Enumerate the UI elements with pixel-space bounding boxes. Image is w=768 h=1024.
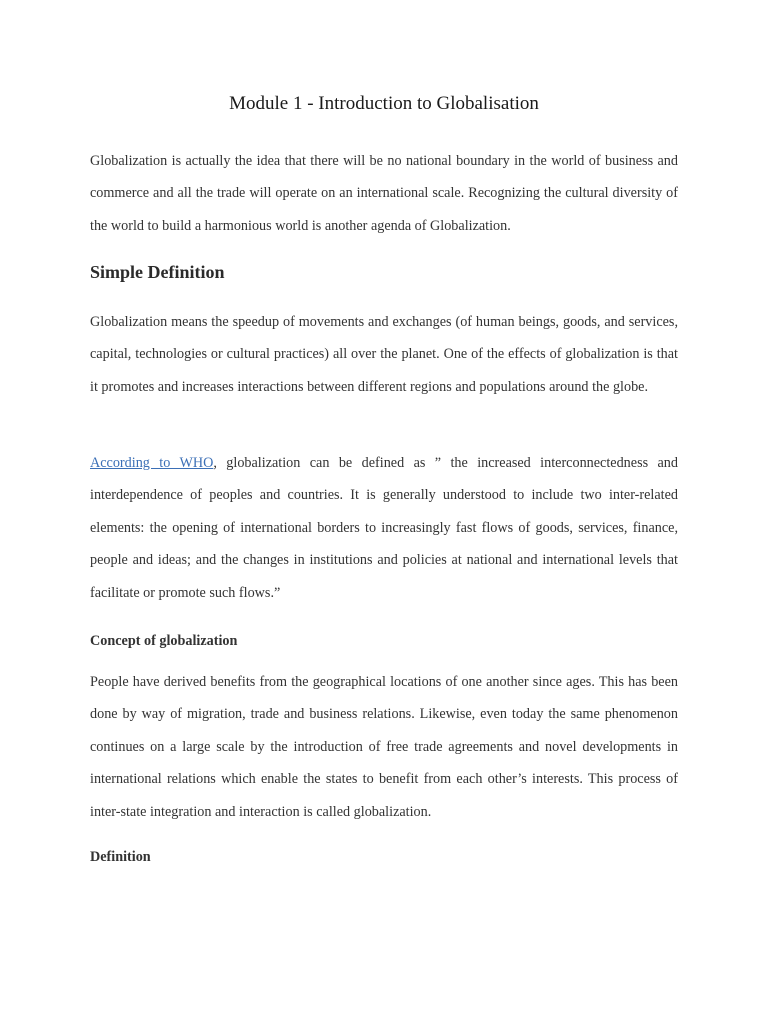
simple-definition-paragraph: Globalization means the speedup of movements and exchanges (of human beings, goods, and services, capital, technologies or cultural practices) all over the planet. One of the effects of globalization is that it promotes and increases interactions between different regions and populations around the globe. xyxy=(90,314,678,395)
concept-heading: Concept of globalization xyxy=(90,633,238,649)
page-title: Module 1 - Introduction to Globalisation xyxy=(229,93,539,114)
definition-heading: Definition xyxy=(90,849,151,865)
who-definition-paragraph xyxy=(90,447,678,609)
simple-definition-heading: Simple Definition xyxy=(90,262,225,282)
who-link[interactable]: According to WHO xyxy=(90,455,214,471)
concept-paragraph: People have derived benefits from the geographical locations of one another since ages. This has been done by way of migration, trade and business relations. Likewise, even today the same phenomenon continues on a large scale by the introduction of free trade agreements and novel developments in international relations which enable the states to benefit from each other’s interests. This process of inter-state integration and interaction is called globalization. xyxy=(90,674,678,820)
who-definition-text: , globalization can be defined as ” the increased interconnectedness and interdependence of peoples and countries. It is generally understood to include two inter-related elements: the opening of international borders to increasingly fast flows of goods, services, finance, people and ideas; and the changes in institutions and policies at national and international levels that facilitate or promote such flows.” xyxy=(90,455,678,601)
intro-paragraph: Globalization is actually the idea that there will be no national boundary in the world of business and commerce and all the trade will operate on an international scale. Recognizing the cultural diversity of the world to build a harmonious world is another agenda of Globalization. xyxy=(90,153,678,234)
